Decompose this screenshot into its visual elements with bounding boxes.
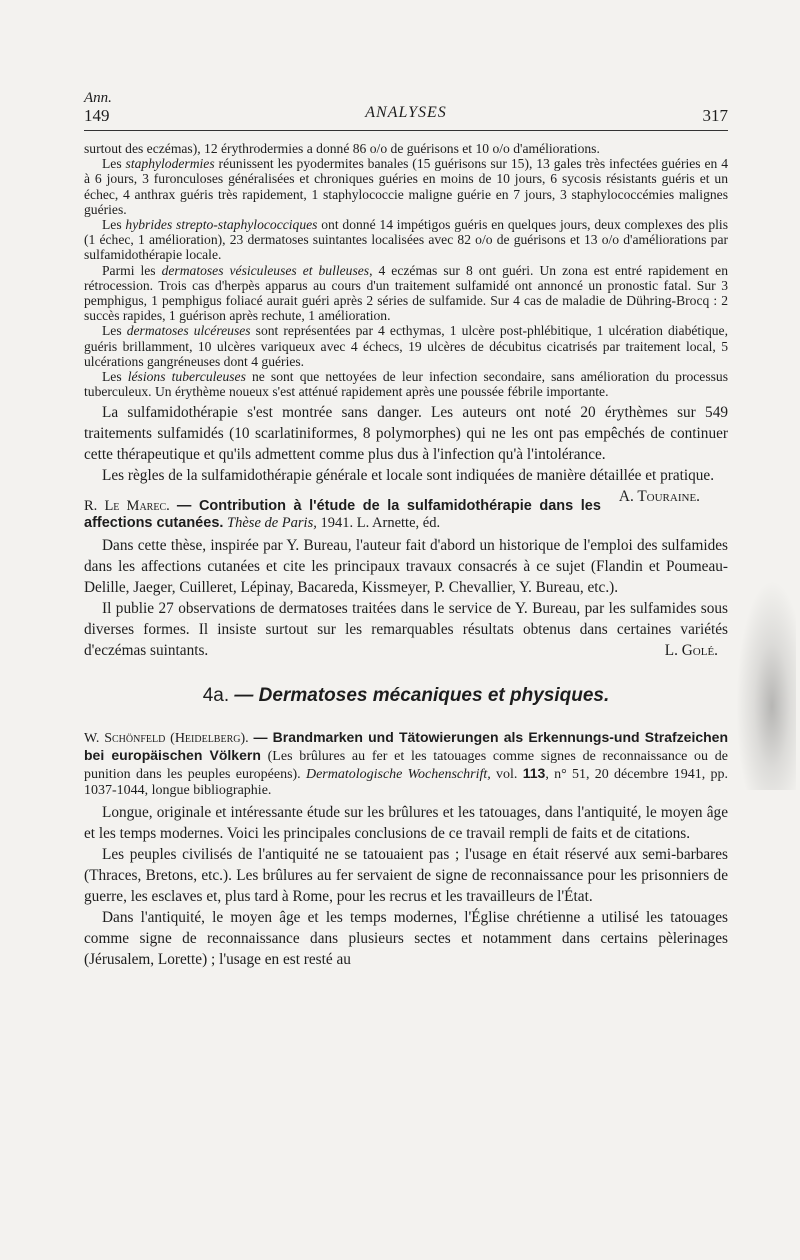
paragraph: Les lésions tuberculeuses ne sont que nettoyées de leur infection secondaire, sans amélioration du processus tuberculeux. Un érythème noueux s'est atténué rapidement après une poussée fébrile importante. <box>84 369 729 400</box>
section-number: 4a. <box>202 685 230 707</box>
article-author: R. Le Marec. <box>84 498 170 515</box>
paragraph: Les peuples civilisés de l'antiquité ne se tatouaient pas ; l'usage en était réservé aux semi-barbares (Thraces, Bretons, etc.). Les brûlures au fer servaient de signe de reconnaissance pour les prisonniers de guerre, les esclaves et, plus tard à Rome, pour les recrus et les travailleurs de l'État. <box>84 846 728 906</box>
header-volume: 149 <box>84 106 110 125</box>
article-title: — Contribution à l'étude de la sulfamidothérapie dans les affections cutanées. <box>84 498 601 532</box>
paragraph: Il publie 27 observations de dermatoses traitées dans le service de Y. Bureau, par les sulfamides sous diverses formes. Il insiste surtout sur les remarquables résultats obtenus dans certaines variétés d'eczémas suintants. L. Golé. <box>84 600 728 660</box>
article-title: — Brandmarken und Tätowierungen als Erkennungs-und Strafzeichen bei europäischen Völkern <box>84 729 729 764</box>
journal-name: Dermatologische Wochenschrift, <box>305 767 491 783</box>
signature: L. Golé. <box>664 642 718 660</box>
emphasis: staphylodermies <box>125 156 215 172</box>
margin-stain <box>736 580 796 790</box>
paragraph: surtout des eczémas), 12 érythrodermies a donné 86 o/o de guérisons et 10 o/o d'améliorations. <box>84 141 600 156</box>
emphasis: lésions tuberculeuses <box>127 369 246 385</box>
emphasis: dermatoses ulcéreuses <box>126 323 251 339</box>
conclusion-block <box>84 402 728 506</box>
paragraph: Les dermatoses ulcéreuses sont représentées par 4 ecthymas, 1 ulcère post-phlébitique, 1 ulcération diabétique, guéris brillamment, 10 ulcères variqueux avec 4 échecs, 19 ulcères de décubitus cicatrisés par traitement local, 5 ulcérations gangréneuses dont 4 guéries. <box>84 323 728 369</box>
results-block <box>84 141 728 399</box>
paragraph: Les règles de la sulfamidothérapie générale et locale sont indiquées de manière détaillée et pratique. A. Touraine. <box>102 467 715 506</box>
page <box>84 82 728 970</box>
paragraph: Dans cette thèse, inspirée par Y. Bureau, l'auteur fait d'abord un historique de l'emploi des sulfamides dans les affections cutanées et cite les principaux travaux consacrés à ce sujet (Flandin et Poumeau-Delille, Jaeger, Cuilleret, Lépinay, Bacareda, Kissmeyer, P. Chevallier, Y. Bureau, etc.). <box>84 537 728 597</box>
emphasis: hybrides strepto-staphylococciques <box>125 217 318 233</box>
article-heading: R. Le Marec. — Contribution à l'étude de la sulfamidothérapie dans les affections cutanées. Thèse de Paris, 1941. L. Arnette, éd. <box>84 498 601 532</box>
paragraph: Longue, originale et intéressante étude sur les brûlures et les tatouages, dans l'antiquité, le moyen âge et les temps modernes. Voici les principales conclusions de ce travail rempli de faits et de citations. <box>84 804 728 843</box>
emphasis: dermatoses vésiculeuses et bulleuses <box>161 262 370 278</box>
section-heading <box>84 685 728 707</box>
article-author: W. Schönfeld (Heidelberg). <box>84 731 249 747</box>
paragraph: Les staphylodermies réunissent les pyodermites banales (15 guérisons sur 15), 13 gales très infectées guéries en 4 à 6 jours, 3 furonculoses généralisées et chroniques guéries en moins de 10 jours, 6 sycosis résistants guéris et un échec, 4 anthrax guéris très rapidement, 1 staphylococcie maligne guérie en 7 jours, 3 staphylococcémies malignes guéries. <box>84 156 728 217</box>
page-number: 317 <box>702 106 728 125</box>
article-body <box>84 802 728 970</box>
article-body <box>84 535 728 661</box>
paragraph: Parmi les dermatoses vésiculeuses et bulleuses, 4 eczémas sur 8 ont guéri. Un zona est entré rapidement en rétrocession. Trois cas d'herpès apparus au cours d'un traitement sulfamidé ont annoncé un pronostic fatal. Sur 3 pemphigus, 1 pemphigus foliacé aurait guéri après 2 séries de sulfamide. Sur 4 cas de maladie de Dühring-Brocq : 2 succès rapides, 1 guérison après rechute, 1 amélioration. <box>84 262 728 324</box>
article-heading: W. Schönfeld (Heidelberg). — Brandmarken und Tätowierungen als Erkennungs-und Strafzeichen bei europäischen Völkern (Les brûlures au fer et les tatouages comme signes de reconnaissance ou de punition dans les peuples européens). Dermatologische Wochenschrift, vol. 113, n° 51, 20 décembre 1941, pp. 1037-1044, longue bibliographie. <box>84 729 729 799</box>
signature: A. Touraine. <box>618 488 700 506</box>
header-rule <box>84 130 728 131</box>
header-section: ANALYSES <box>365 104 447 121</box>
running-header <box>84 82 728 124</box>
paragraph: La sulfamidothérapie s'est montrée sans danger. Les auteurs ont noté 20 érythèmes sur 549 traitements sulfamidés (10 scarlatiniformes, 8 polymorphes) qui ne les ont pas empêchés de continuer cette thérapeutique et qu'ils admettent comme plus dus à l'infection qu'à l'intolérance. <box>84 404 728 464</box>
header-ann: Ann. <box>84 90 112 106</box>
section-title: — Dermatoses mécaniques et physiques. <box>234 685 610 707</box>
volume-number: 113 <box>522 765 546 782</box>
paragraph: Dans l'antiquité, le moyen âge et les temps modernes, l'Église chrétienne a utilisé les tatouages comme signe de reconnaissance dans plusieurs sectes et notamment dans certains pèlerinages (Jérusalem, Lorette) ; l'usage en est resté au <box>84 909 728 969</box>
paragraph: Les hybrides strepto-staphylococciques ont donné 14 impétigos guéris en quelques jours, deux complexes des plis (1 échec, 1 amélioration), 23 dermatoses suintantes localisées avec 82 o/o de guérisons et 13 o/o d'améliorations par sulfamidothérapie locale. <box>84 217 728 263</box>
article-source: Thèse de Paris, <box>227 515 317 532</box>
